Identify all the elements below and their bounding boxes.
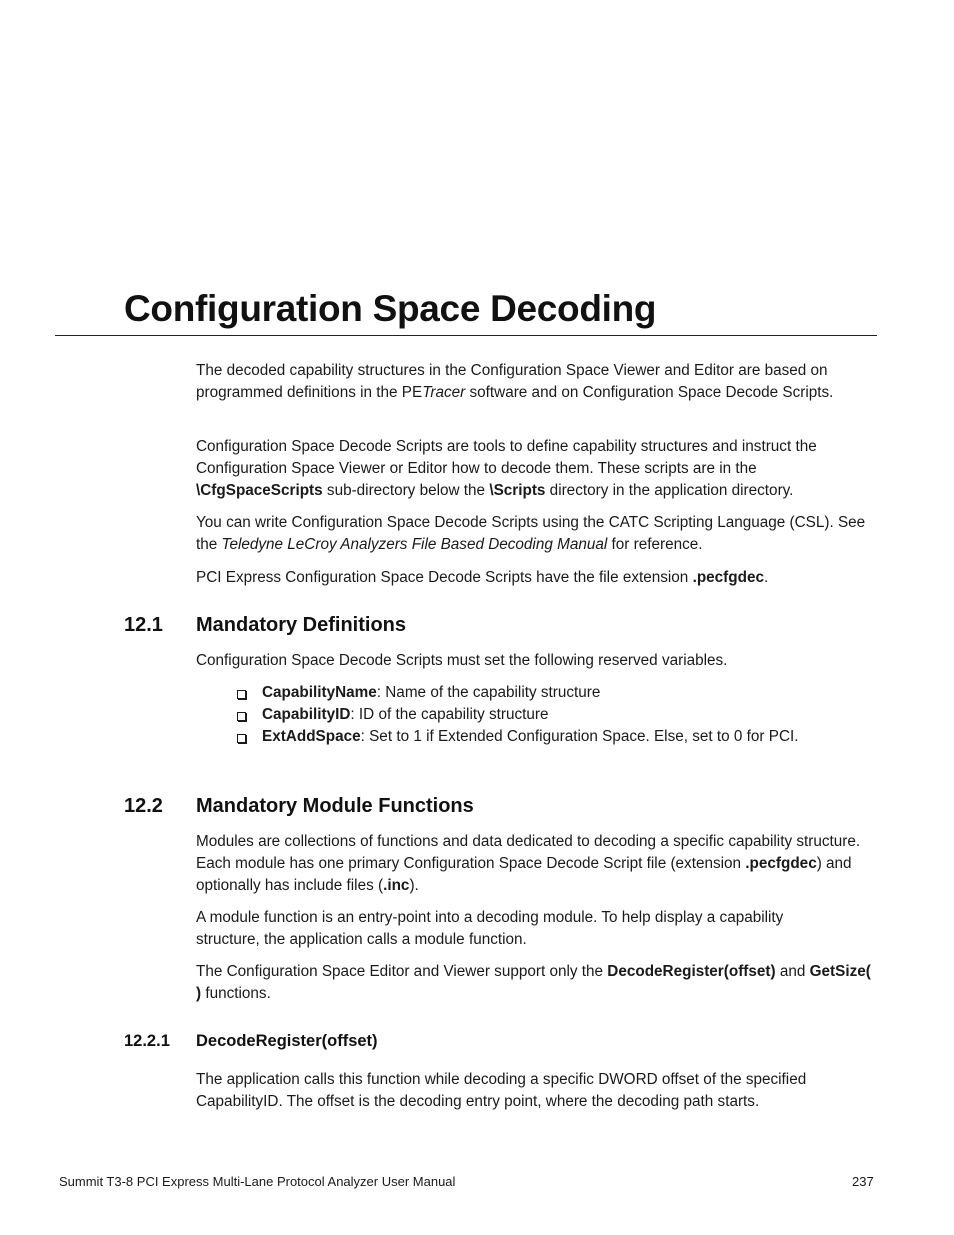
section-12-2-paragraph-1 — [196, 831, 876, 897]
footer-manual-title: Summit T3-8 PCI Express Multi-Lane Protocol Analyzer User Manual — [59, 1174, 456, 1189]
s122-p3-decode-register: DecodeRegister(offset) — [607, 963, 776, 980]
intro-p2-bold-scripts: \Scripts — [489, 482, 546, 499]
s122-p1-text-end: ). — [409, 877, 419, 894]
intro-p1-italic: Tracer — [422, 384, 466, 401]
intro-p3-manual-title: Teledyne LeCroy Analyzers File Based Decoding Manual — [221, 536, 608, 553]
bullet-text — [262, 682, 600, 704]
checkbox-bullet-icon — [237, 734, 246, 743]
bullet-term: ExtAddSpace — [262, 728, 361, 745]
s122-p1-extension: .pecfgdec — [745, 855, 817, 872]
intro-paragraph-4 — [196, 567, 886, 589]
s122-p1-text-mid: ) and optionally has include files ( — [196, 855, 852, 894]
s122-p3-text: The Configuration Space Editor and Viewer support only the — [196, 963, 608, 980]
intro-p2-bold-dir: \CfgSpaceScripts — [196, 482, 323, 499]
bullet-description: : Name of the capability structure — [376, 684, 601, 701]
s122-p1-text: Modules are collections of functions and data dedicated to decoding a specific capability structure. Each module has one primary Configuration Space Decode Script file (extension — [196, 833, 861, 872]
section-12-1-number: 12.1 — [124, 614, 163, 636]
intro-p1-text: The decoded capability structures in the Configuration Space Viewer and Editor are based on programmed definitions in the PE — [196, 362, 828, 401]
intro-p2-text-end: directory in the application directory. — [545, 482, 794, 499]
s122-p1-inc: .inc — [383, 877, 410, 894]
bullet-text — [262, 726, 799, 748]
bullet-description: : ID of the capability structure — [350, 706, 549, 723]
bullet-term: CapabilityID — [262, 706, 351, 723]
intro-p4-extension: .pecfgdec — [692, 569, 764, 586]
bullet-item-ext-add-space — [237, 726, 887, 748]
intro-p3-text: You can write Configuration Space Decode Scripts using the CATC Scripting Language (CSL). See the — [196, 514, 866, 553]
bullet-item-capability-id — [237, 704, 887, 726]
section-12-2-number: 12.2 — [124, 795, 163, 817]
section-12-2-1-number: 12.2.1 — [124, 1032, 170, 1050]
checkbox-bullet-icon — [237, 690, 246, 699]
bullet-term: CapabilityName — [262, 684, 377, 701]
section-12-2-paragraph-3 — [196, 961, 876, 1005]
s122-p3-text-end: functions. — [201, 985, 271, 1002]
intro-paragraph-2 — [196, 436, 886, 502]
bullet-text — [262, 704, 549, 726]
section-12-2-paragraph-2: A module function is an entry-point into a decoding module. To help display a capability structure, the application calls a module function. — [196, 909, 784, 948]
bullet-item-capability-name — [237, 682, 887, 704]
s122-p3-getsize: GetSize( ) — [196, 963, 871, 1002]
intro-p1-text-end: software and on Configuration Space Decode Scripts. — [465, 384, 834, 401]
s122-p3-text-mid: and — [775, 963, 810, 980]
chapter-title-rule — [55, 335, 877, 336]
intro-p3-text-end: for reference. — [607, 536, 703, 553]
checkbox-bullet-icon — [237, 712, 246, 721]
section-12-2-1-title: DecodeRegister(offset) — [196, 1032, 378, 1050]
intro-p2-text-mid: sub-directory below the — [322, 482, 490, 499]
bullet-description: : Set to 1 if Extended Configuration Space. Else, set to 0 for PCI. — [360, 728, 799, 745]
chapter-title: Configuration Space Decoding — [124, 288, 657, 329]
footer-page-number: 237 — [852, 1174, 874, 1189]
section-12-2-title: Mandatory Module Functions — [196, 795, 474, 817]
intro-paragraph-1 — [196, 360, 886, 404]
intro-p4-text-end: . — [763, 569, 769, 586]
section-12-2-1-paragraph: The application calls this function while decoding a specific DWORD offset of the specified CapabilityID. The offset is the decoding entry point, where the decoding path starts. — [196, 1071, 807, 1110]
intro-p4-text: PCI Express Configuration Space Decode Scripts have the file extension — [196, 569, 693, 586]
intro-p2-text: Configuration Space Decode Scripts are tools to define capability structures and instruct the Configuration Space Viewer or Editor how to decode them. These scripts are in the — [196, 438, 817, 477]
section-12-1-intro: Configuration Space Decode Scripts must set the following reserved variables. — [196, 652, 728, 669]
intro-paragraph-3 — [196, 512, 886, 556]
section-12-1-title: Mandatory Definitions — [196, 614, 407, 636]
